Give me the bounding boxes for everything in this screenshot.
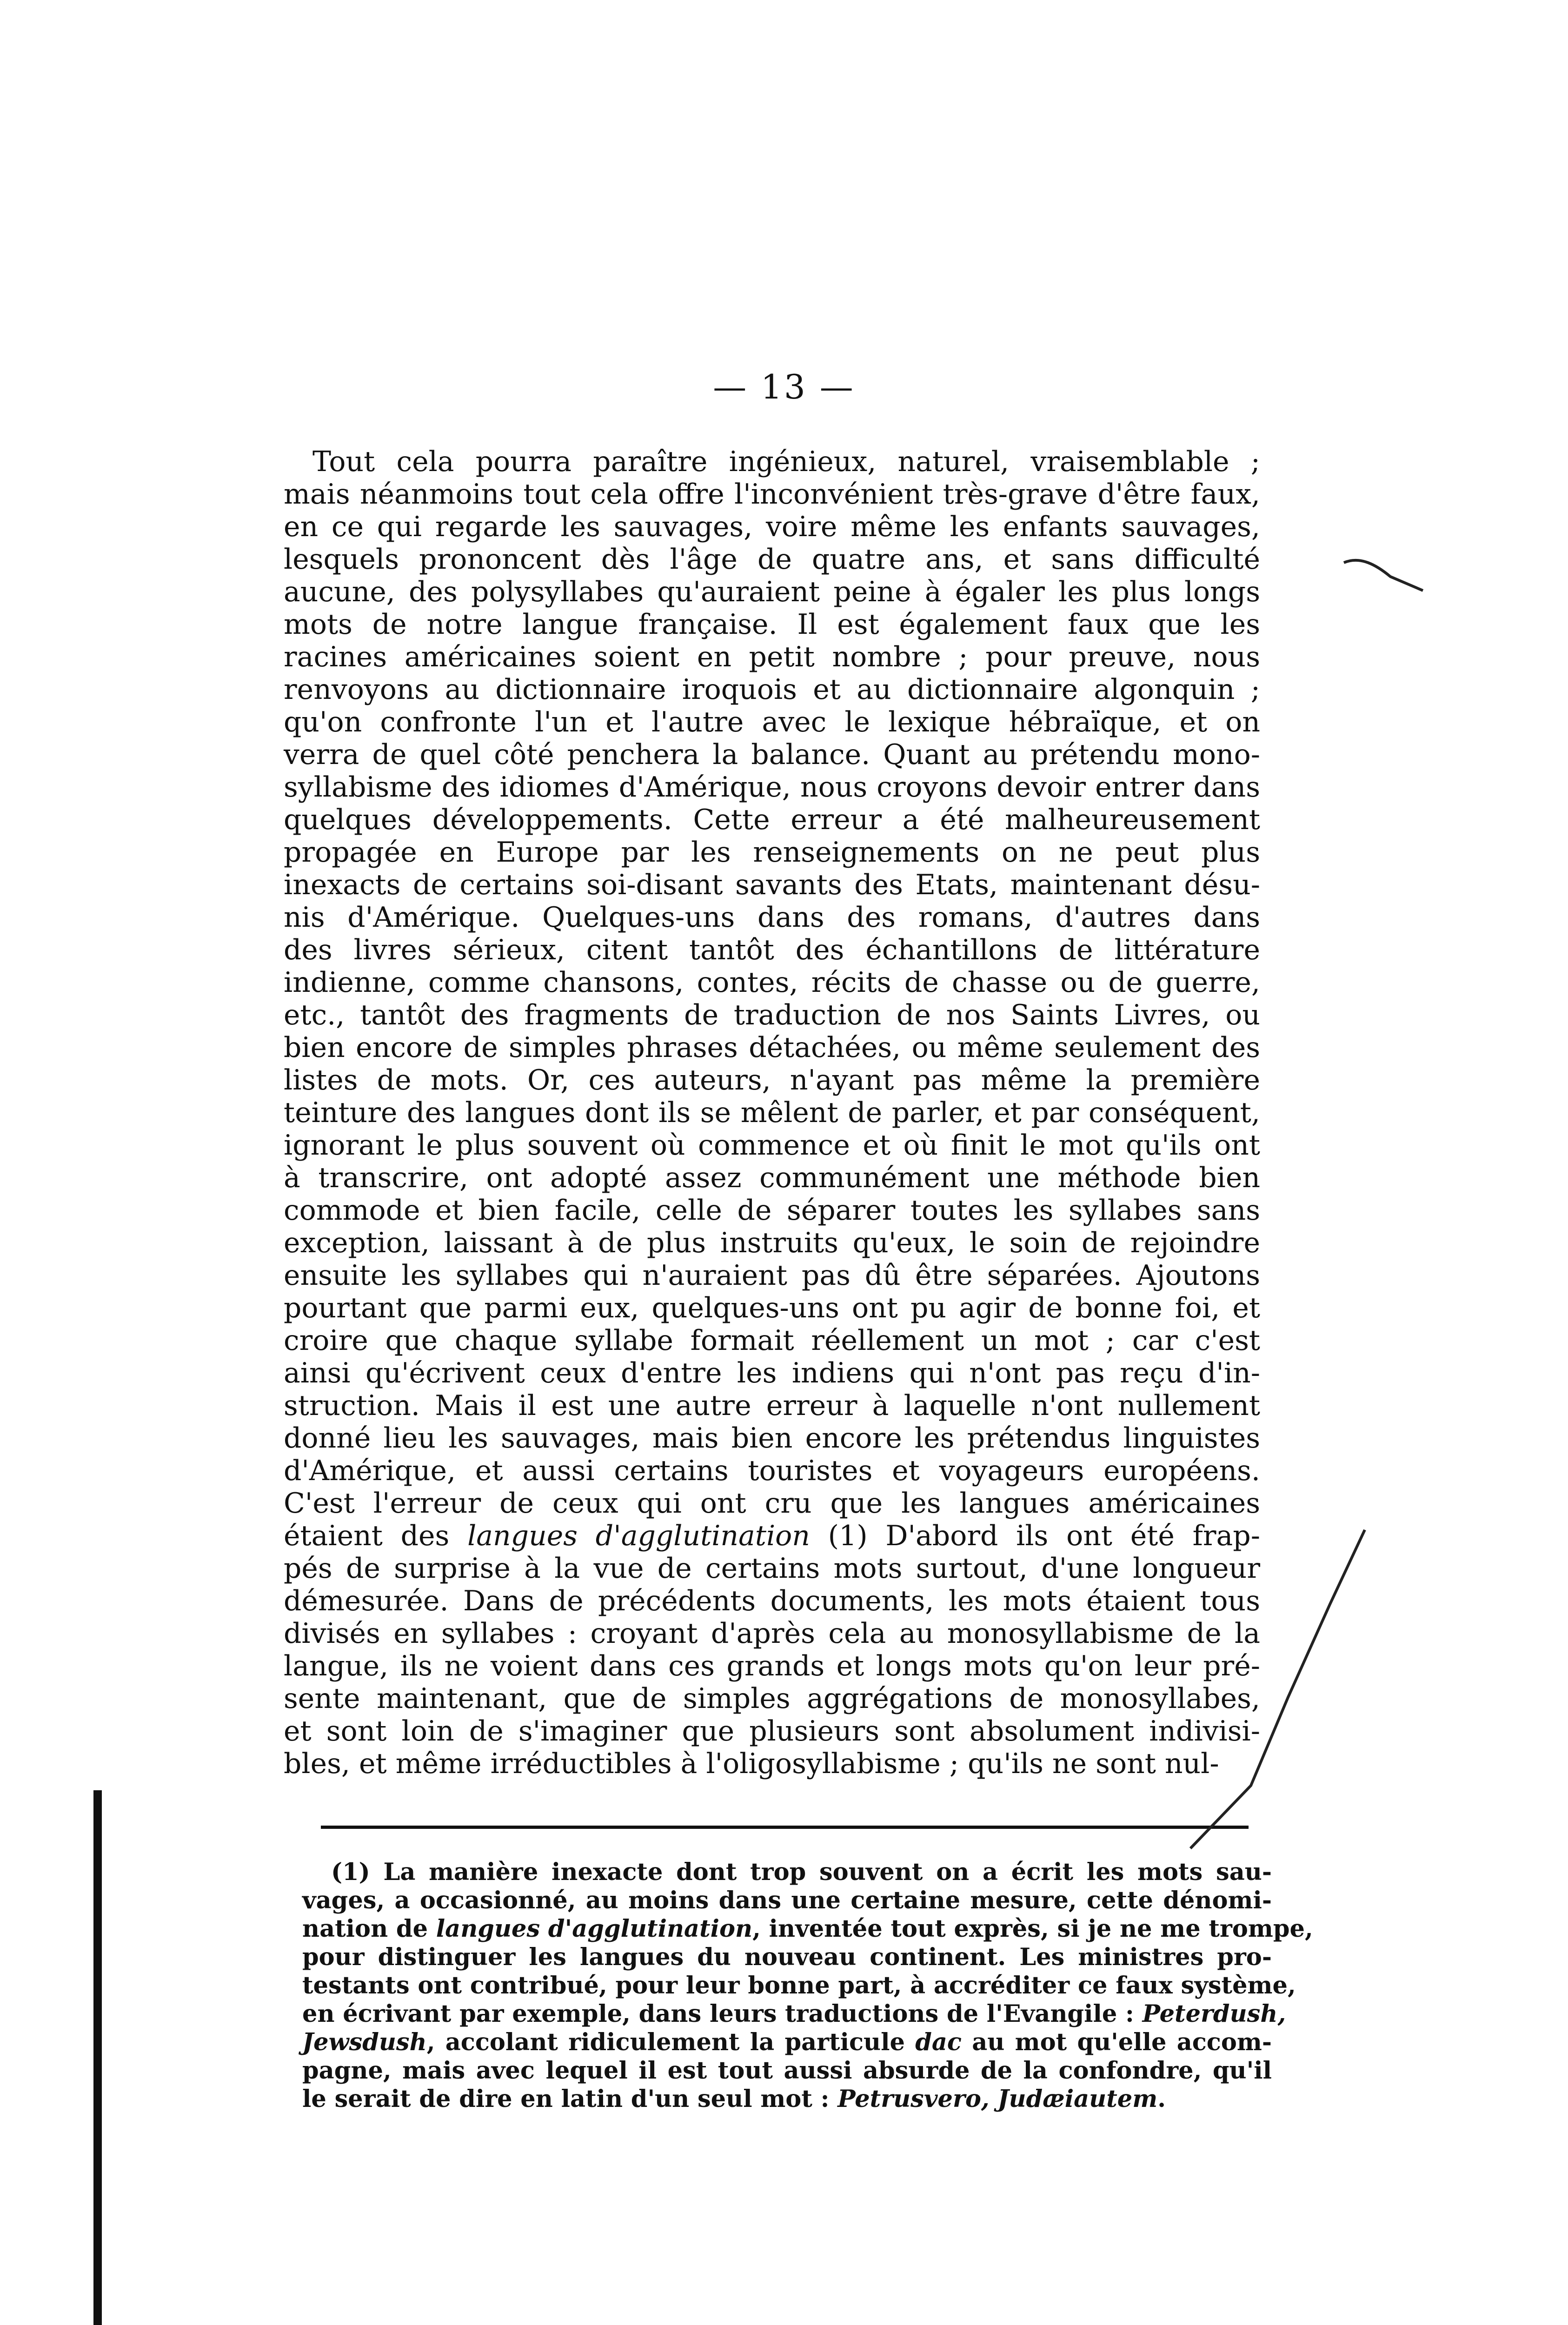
- text-line: pourtant que parmi eux, quelques-uns ont pu agir de bonne foi, et: [284, 1292, 1260, 1324]
- footnote-line: [302, 1915, 1313, 1943]
- text-run: le serait de dire en latin d'un seul mot :: [302, 2085, 838, 2113]
- text-line: à transcrire, ont adopté assez communément une méthode bien: [284, 1162, 1260, 1194]
- footnote-line: [302, 2028, 1272, 2057]
- text-line: langue, ils ne voient dans ces grands et longs mots qu'on leur pré-: [284, 1650, 1260, 1682]
- text-run: étaient des: [284, 1520, 468, 1552]
- text-line: bien encore de simples phrases détachées, ou même seulement des: [284, 1031, 1260, 1064]
- italic-term: Jewsdush: [302, 2028, 427, 2056]
- text-line: racines américaines soient en petit nombre ; pour preuve, nous: [284, 641, 1260, 673]
- text-line: commode et bien facile, celle de séparer toutes les syllabes sans: [284, 1194, 1260, 1227]
- text-line: démesurée. Dans de précédents documents, les mots étaient tous: [284, 1585, 1260, 1617]
- text-line: verra de quel côté penchera la balance. Quant au prétendu mono-: [284, 738, 1260, 771]
- text-line: propagée en Europe par les renseignements on ne peut plus: [284, 836, 1260, 869]
- main-text: [284, 445, 1260, 1780]
- text-line: des livres sérieux, citent tantôt des échantillons de littérature: [284, 934, 1260, 966]
- text-line: et sont loin de s'imaginer que plusieurs sont absolument indivisi-: [284, 1715, 1260, 1747]
- text-run: nation de: [302, 1915, 436, 1943]
- text-line: en ce qui regarde les sauvages, voire même les enfants sauvages,: [284, 511, 1260, 543]
- italic-term: dac: [915, 2028, 962, 2056]
- margin-check-mark: [1344, 560, 1423, 591]
- text-line: C'est l'erreur de ceux qui ont cru que les langues américaines: [284, 1487, 1260, 1520]
- text-line: croire que chaque syllabe formait réellement un mot ; car c'est: [284, 1324, 1260, 1357]
- text-run: , accolant ridiculement la particule: [426, 2028, 916, 2056]
- footnote-line: (1) La manière inexacte dont trop souvent on a écrit les mots sau-: [331, 1858, 1272, 1886]
- page-number: — 13 —: [713, 367, 855, 406]
- text-line: Tout cela pourra paraître ingénieux, naturel, vraisemblable ;: [312, 445, 1260, 478]
- text-line: indienne, comme chansons, contes, récits de chasse ou de guerre,: [284, 966, 1260, 999]
- text-run: , inventée tout exprès, si je ne me trompe,: [752, 1915, 1313, 1943]
- text-run: au mot qu'elle accom-: [961, 2028, 1272, 2056]
- footnote-line: [302, 2085, 1272, 2113]
- text-line: quelques développements. Cette erreur a été malheureusement: [284, 804, 1260, 836]
- text-line: inexacts de certains soi-disant savants des Etats, maintenant désu-: [284, 869, 1260, 901]
- italic-term: Petrusvero, Judæiautem: [837, 2085, 1158, 2113]
- text-line: nis d'Amérique. Quelques-uns dans des romans, d'autres dans: [284, 901, 1260, 934]
- text-line: lesquels prononcent dès l'âge de quatre ans, et sans difficulté: [284, 543, 1260, 576]
- footnote-line: testants ont contribué, pour leur bonne part, à accréditer ce faux système,: [302, 1972, 1296, 2000]
- text-line: syllabisme des idiomes d'Amérique, nous croyons devoir entrer dans: [284, 771, 1260, 804]
- text-run: en écrivant par exemple, dans leurs traductions de l'Evangile :: [302, 2000, 1143, 2028]
- footnote-line: vages, a occasionné, au moins dans une certaine mesure, cette dénomi-: [302, 1887, 1272, 1914]
- text-line: d'Amérique, et aussi certains touristes et voyageurs européens.: [284, 1455, 1260, 1487]
- text-line: renvoyons au dictionnaire iroquois et au dictionnaire algonquin ;: [284, 673, 1260, 706]
- text-line: teinture des langues dont ils se mêlent de parler, et par conséquent,: [284, 1096, 1260, 1129]
- text-line: ignorant le plus souvent où commence et où finit le mot qu'ils ont: [284, 1129, 1260, 1162]
- text-line: mais néanmoins tout cela offre l'inconvénient très-grave d'être faux,: [284, 478, 1260, 511]
- footnote-line: pagne, mais avec lequel il est tout aussi absurde de la confondre, qu'il: [302, 2057, 1272, 2085]
- text-line: [284, 1520, 1260, 1552]
- text-line: exception, laissant à de plus instruits qu'eux, le soin de rejoindre: [284, 1227, 1260, 1259]
- text-line: pés de surprise à la vue de certains mots surtout, d'une longueur: [284, 1552, 1260, 1585]
- text-line: aucune, des polysyllabes qu'auraient peine à égaler les plus longs: [284, 576, 1260, 608]
- footnote-line: pour distinguer les langues du nouveau continent. Les ministres pro-: [302, 1943, 1272, 1971]
- italic-term: langues d'agglutination: [467, 1520, 810, 1552]
- text-line: ensuite les syllabes qui n'auraient pas dû être séparées. Ajoutons: [284, 1259, 1260, 1292]
- text-line: sente maintenant, que de simples aggrégations de monosyllabes,: [284, 1682, 1260, 1715]
- footnote-line: [302, 2000, 1286, 2028]
- text-line: donné lieu les sauvages, mais bien encore les prétendus linguistes: [284, 1422, 1260, 1455]
- footnote: [302, 1858, 1313, 2113]
- text-line: ainsi qu'écrivent ceux d'entre les indiens qui n'ont pas reçu d'in-: [284, 1357, 1260, 1389]
- italic-term: langues d'agglutination: [436, 1915, 753, 1943]
- text-line: listes de mots. Or, ces auteurs, n'ayant pas même la première: [284, 1064, 1260, 1096]
- text-line: mots de notre langue française. Il est également faux que les: [284, 608, 1260, 641]
- text-line: struction. Mais il est une autre erreur à laquelle n'ont nullement: [284, 1389, 1260, 1422]
- italic-term: Peterdush,: [1142, 2000, 1286, 2028]
- text-line: divisés en syllabes : croyant d'après cela au monosyllabisme de la: [284, 1617, 1260, 1650]
- text-line: qu'on confronte l'un et l'autre avec le lexique hébraïque, et on: [284, 706, 1260, 738]
- text-run: .: [1157, 2085, 1166, 2113]
- text-line: bles, et même irréductibles à l'oligosyllabisme ; qu'ils ne sont nul-: [284, 1747, 1219, 1780]
- text-line: etc., tantôt des fragments de traduction de nos Saints Livres, ou: [284, 999, 1260, 1031]
- footnote-rule: [321, 1826, 1249, 1829]
- text-run: (1) D'abord ils ont été frap-: [810, 1520, 1260, 1552]
